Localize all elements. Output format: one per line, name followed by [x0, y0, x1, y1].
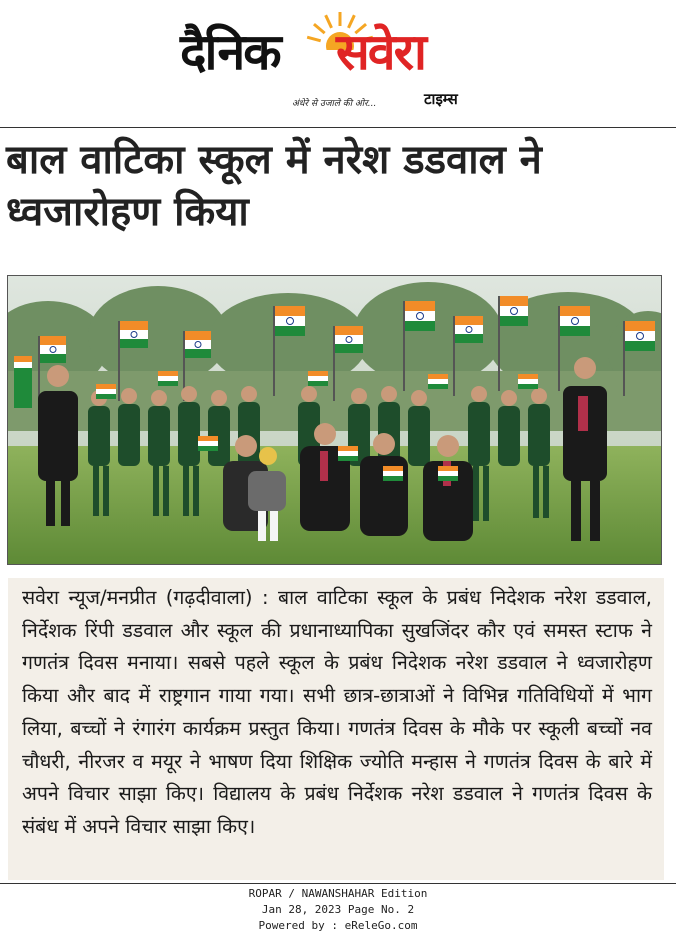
group-photo-illustration: [8, 276, 661, 564]
edition-name: ROPAR / NAWANSHAHAR Edition: [248, 887, 428, 900]
masthead: [0, 0, 676, 127]
masthead-subtitle: टाइम्स: [424, 90, 458, 108]
edition-footer: [0, 886, 676, 934]
powered-by: Powered by : eReleGo.com: [258, 919, 418, 932]
edition-date-page: Jan 28, 2023 Page No. 2: [261, 903, 415, 916]
masthead-name-black: दैनिक: [180, 23, 280, 81]
masthead-tagline: अंधेरे से उजाले की ओर...: [292, 99, 377, 109]
article-text: सवेरा न्यूज/मनप्रीत (गढ़दीवाला) : बाल वाटिका स्कूल के प्रबंध निदेशक नरेश डडवाल, निर्देशक रिंपी डडवाल और स्कूल की प्रधानाध्यापिका सुखजिंदर कौर एवं समस्त स्टाफ ने गणतंत्र दिवस मनाया। सबसे पहले स्कूल के प्रबंध निदेशक नरेश डडवाल ने ध्वजारोहण किया और बाद में राष्ट्रगान गाया गया। सभी छात्र-छात्राओं ने विभिन्न गतिविधियों में भाग लिया, बच्चों ने रंगारंग कार्यक्रम प्रस्तुत किया। गणतंत्र दिवस के मौके पर स्कूली बच्चों नव चौधरी, नीरजर व मयूर ने भाषण दिया शिक्षिक ज्योति मन्हास ने गणतंत्र दिवस के बारे में अपने विचार साझा किए। विद्यालय के प्रबंध निर्देशक नरेश डडवाल ने गणतंत्र दिवस के संबंध में अपने विचार साझा किए।: [22, 586, 652, 838]
headline: बाल वाटिका स्कूल में नरेश डडवाल ने ध्वजारोहण किया: [6, 137, 542, 235]
news-photo: [7, 275, 662, 565]
article-body: [8, 578, 664, 880]
masthead-name-red: सवेरा: [336, 23, 425, 81]
divider: [0, 127, 676, 128]
divider: [0, 883, 676, 884]
